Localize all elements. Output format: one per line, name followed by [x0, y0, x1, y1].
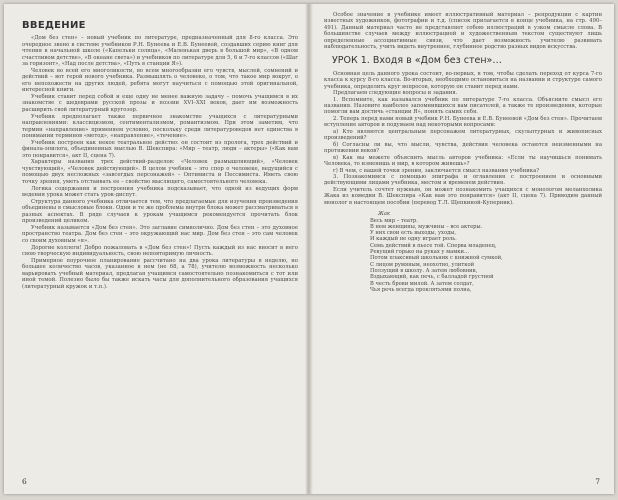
paragraph: в) Как вы можете объяснить мысль авторов учебника: «Если ты научишься понимать Человека, то изменишь и мир, в котором живешь»? [324, 154, 602, 168]
paragraph: Учебник называется «Дом без стен». Это заглавие символично. Дом без стен – это духовное пространство театра. Дом без стен – это окружающий нас мир. Дом без стен – это сам человек со своим духовным «я». [22, 224, 298, 244]
poem-line: И каждый не одну играет роль. [370, 236, 457, 243]
paragraph: Структура данного учебника отличается тем, что предлагаемые для изучения произведения объединены в смысловые блоки. Одни и те же проблемы внутри блока может рассматриваться в разных аспектах. В ряде случаев к урокам учащимся рекомендуется прочитать блок произведений целиком. [22, 198, 298, 225]
paragraph: Примерное поурочное планирование рассчитано на два урока литературы в неделю, но большее количество часов, указанное в нем (не 68, а 78), учителю возможность несколько варьировать учебный материал, предлагая учащимся самостоятельно познакомиться с тот или иной темой. Полезно было бы также искать часы для дополнительного образования учащихся (литературный кружок и т.п.). [22, 257, 298, 290]
intro-paragraph: Особое значение в учебнике имеет иллюстративный материал – репродукции с картин известных художников, фотографии и т.д. (список прилагается в конце учебника, на стр. 490–491). Данный материал часто не представляет собою иллюстраций в узком смысле слова. В большинстве случаев между иллюстрацией и художественным текстом существуют лишь определенные ассоциативные связи, что дает возможность учителю развивать наблюдательность, учить видеть внутреннее, глубинное родство разных видов искусства. [324, 12, 602, 51]
paragraph: Человек во всей его многоликости, во всем многообразии его чувств, мыслей, сомнений и действий – вот герой нового учебника. Размышлять о человеке, о том, что такое мир вокруг, о его непохожести на других людей, ребята могут научиться с помощью этой оригинальной, интересной книги. [22, 67, 298, 94]
right-page [310, 4, 614, 494]
left-page [4, 4, 308, 494]
paragraph: «Дом без стен» – новый учебник по литературе, предназначенный для 8-го класса. Это очередное звено в системе учебников Р.Н. Бунеева и Е.В. Бунеевой, создавших серию книг для чтения в начальной школе («Капельки солнца», «Маленькая дверь в большой мир», «В одном счастливом детстве», «В океане света») и учебников по литературе для 5, 6 и 7-го классов («Шаг за горизонт», «Над после детства», «Путь в станции Я»). [22, 35, 298, 68]
paragraph: Логика содержания и построения учебника подсказывает, что одной из ведущих форм ведения урока может стать урок-диспут. [22, 185, 298, 199]
section-heading: ВВЕДЕНИЕ [22, 20, 86, 31]
lesson-title: УРОК 1. Входя в «Дом без стен»… [332, 54, 502, 66]
poem-line: Семь действий в пьесе той. Сперва младенец, [370, 242, 497, 249]
right-body [324, 71, 602, 207]
poem-speaker: Жак [378, 211, 391, 218]
book-spread [4, 4, 614, 494]
paragraph: Основная цель данного урока состоит, во-первых, в том, чтобы сделать переход от курса 7-го класса к курсу 8-го класса. Во-вторых, необходимо остановиться на названии и структуре самого учебника, определить круг вопросов, которую он ставит перед нами. [324, 70, 602, 90]
left-body [22, 35, 298, 290]
poem-line: У них свои есть выходы, уходы, [370, 230, 457, 237]
paragraph: Учебник ставит перед собой и еще одну не менее важную задачу – помочь учащимся в их знакомстве с шедеврами русской прозы и поэзии XVI–XXI веков, дает им возможность расширить свой литературный кругозор. [22, 93, 298, 114]
poem-line: Ползущий в школу. А затем любовник, [370, 267, 478, 274]
paragraph: а) Кто являются центральным персонажем литературных, скульптурных и живописных произведений? [324, 128, 602, 142]
poem-line: Ревущий горько на руках у мамки… [370, 249, 470, 256]
poem-line: Вздыхающий, как печь, с балладой грустной [370, 274, 494, 281]
poem-line: С лицом румяным, неохотно, улиткой [370, 261, 475, 268]
poem [370, 211, 602, 293]
poem-line: Весь мир – театр. [370, 217, 418, 224]
paragraph: Учебник предполагает также первичное знакомство учащихся с литературными направлениями: классицизмом, сентиментализмом, романтизмом. При этом заметим, что термин «направление» применяем условно, поскольку среди литературоведов нет единства в понимании терминов «метод», «направление», «течение». [22, 113, 298, 140]
poem-line: Чья речь всегда проклятьями полна, [370, 286, 472, 293]
paragraph: 1. Вспомните, как назывался учебник по литературе 7-го класса. Объясните смысл его названия. Назовите наиболее запомнившихся вам писателей, а также те произведения, которые помогли вам достичь «станции Я», понять самих себя. [324, 96, 602, 116]
paragraph: Характеры названия трех действий-разделов: «Человек размышляющий», «Человек чувствующий», «Человек действующий». В целом учебник – это спор о человеке, ведущийся с помощью двух несложных «завсегдых персонажей» – Оптимиста и Пессимиста. Иметь свою точку зрения, уметь отстаивать ее – свойство мыслящего, самостоятельного человека. [22, 159, 298, 186]
paragraph: 3. Познакомимся с помощью эпиграфа и оглавления с построением и основными действующими лицами учебника, местом и временем действия. [324, 173, 602, 187]
paragraph: Если учитель сочтет нужным, он может познакомить учащихся с монологом меланхолика Жака из комедии В. Шекспира «Как вам это понравится» (акт II, сцена 7). Приводим данный монолог в настоящем пособии (перевод Т.Л. Щепкиной-Куперник). [324, 186, 602, 206]
paragraph: г) В чем, с вашей точки зрения, заключается смысл названия учебника? [333, 167, 540, 174]
page-number: 7 [595, 477, 600, 486]
paragraph: Дорогие коллеги! Добро пожаловать в «Дом без стен»! Пусть каждый из нас вносит в него свою творческую индивидуальность, свою неповторимую личность. [22, 244, 298, 258]
paragraph: Учебник построен как некое театральное действо: он состоит из пролога, трех действий и финала-эпилога, объединенных мыслью В. Шекспира: «Мир – театр, люди – актеры» («Как вам это понравится», акт II, сцена 7). [22, 139, 298, 159]
poem-line: Потом плаксивый школьник с книжной сумкой, [370, 255, 503, 262]
poem-line: В нем женщины, мужчины – все актеры. [370, 223, 483, 230]
poem-line: В честь брови милой. А затем солдат, [370, 280, 474, 287]
page-number: 6 [22, 477, 27, 486]
paragraph: б) Согласны ли вы, что мысли, чувства, действия человека остаются неизменными на протяжении веков? [324, 141, 602, 155]
paragraph: 2. Теперь перед нами новый учебник Р.Н. Бунеева и Е.В. Бунеевой «Дом без стен». Прочитаем вступление авторов и подумаем над некоторыми вопросами: [324, 115, 602, 129]
paragraph: Предлагаем следующие вопросы и задания. [333, 90, 458, 97]
